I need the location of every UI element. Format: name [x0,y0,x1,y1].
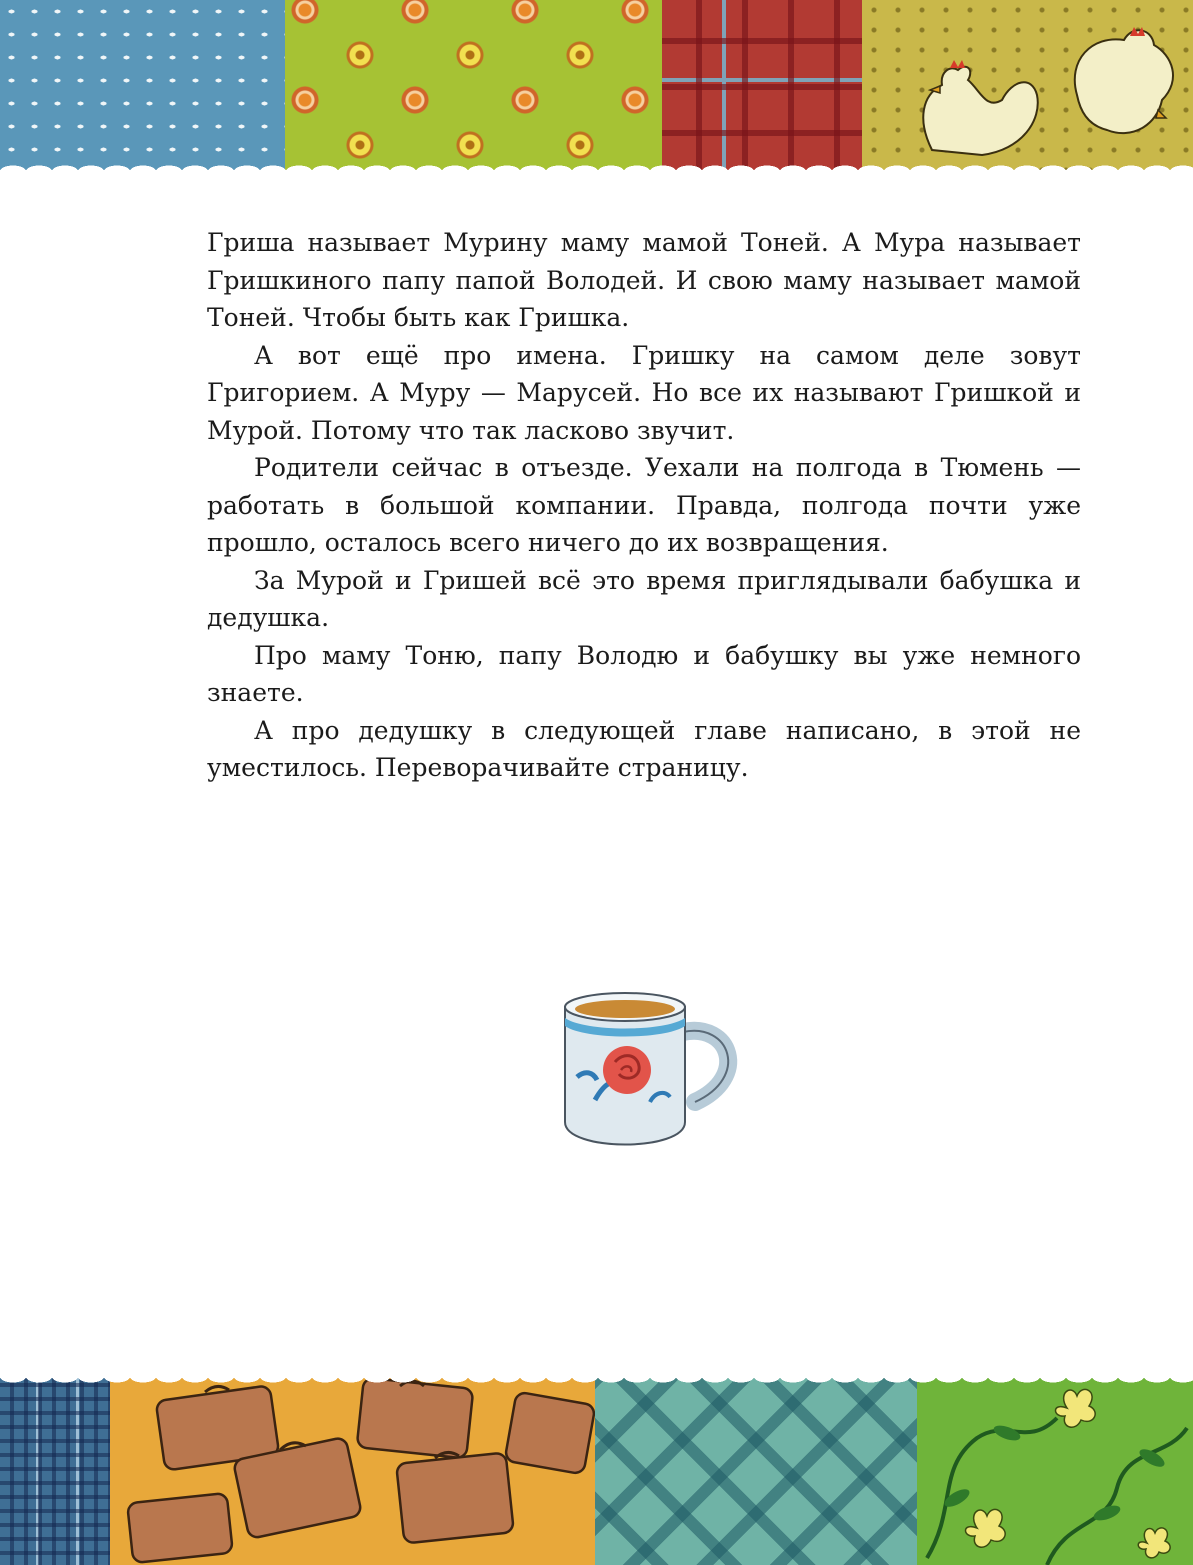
teal-plaid-patch [595,1378,917,1565]
paragraph-4: За Мурой и Гришей всё это время приглядывали бабушка и дедушка. [207,565,1081,632]
green-floral-patch [917,1378,1193,1565]
paragraph-2: А вот ещё про имена. Гришку на самом деле зовут Григорием. А Муру — Марусей. Но все их называют Гришкой и Мурой. Потому что так ласково звучит. [207,340,1081,445]
hen-illustration [862,0,1193,170]
red-plaid-patch [662,0,862,170]
blue-plaid-patch [0,1378,110,1565]
paragraph-6: А про дедушку в следующей главе написано, в этой не уместилось. Переворачивайте страницу. [207,715,1081,782]
suitcases-illustration [110,1378,595,1565]
paragraph-3: Родители сейчас в отъезде. Уехали на полгода в Тюмень — работать в большой компании. Правда, полгода почти уже прошло, осталось всего ничего до их возвращения. [207,453,1081,557]
green-suns-patch [285,0,662,170]
story-text [207,224,1081,787]
hens-patch [862,0,1193,170]
paragraph-1: Гриша называет Мурину маму мамой Тоней. А Мура называет Гришкиного папу папой Володей. И свою маму называет мамой Тоней. Чтобы быть как Гришка. [207,228,1081,332]
blue-dots-patch [0,0,285,170]
suitcases-patch [110,1378,595,1565]
paragraph-5: Про маму Тоню, папу Володю и бабушку вы уже немного знаете. [207,640,1081,707]
top-quilt-border [0,0,1193,170]
floral-illustration [917,1378,1193,1565]
mug-with-rose-illustration [555,982,745,1157]
bottom-quilt-border [0,1378,1193,1565]
